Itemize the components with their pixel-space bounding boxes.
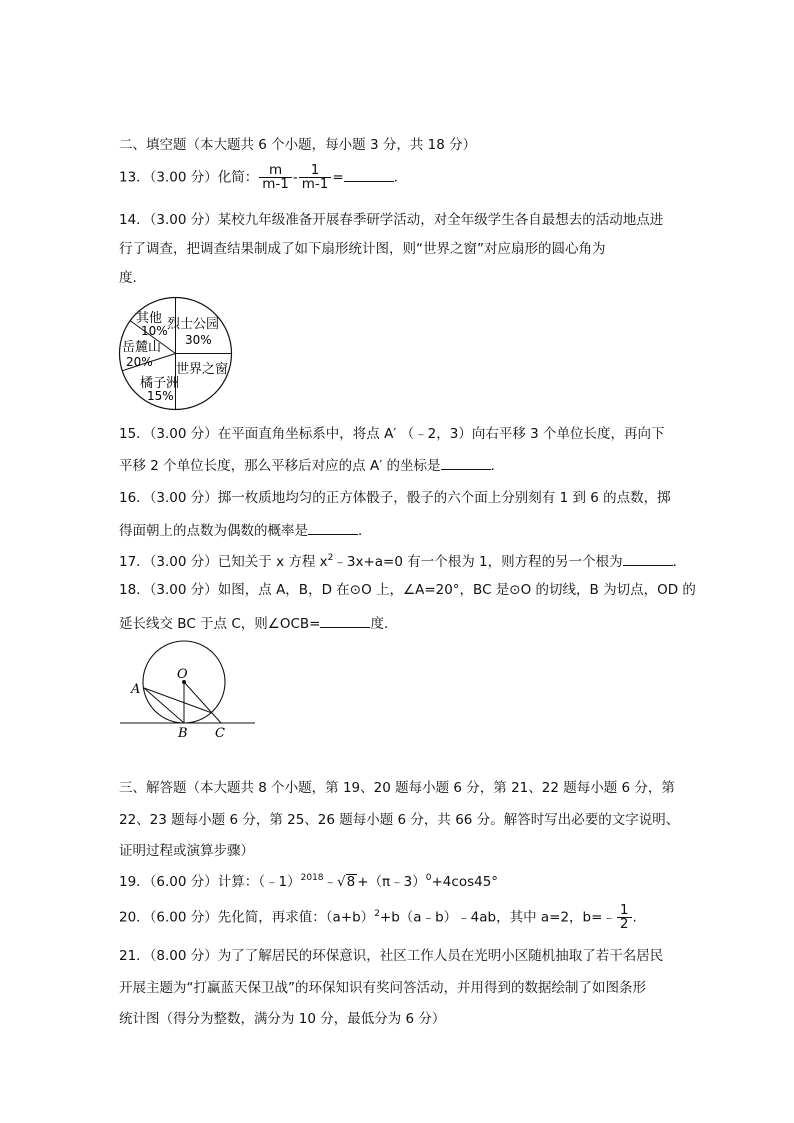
q13-frac2-numerator: 1 <box>299 164 332 178</box>
q17-exponent: 2 <box>327 553 334 563</box>
q15-line-1: 15．（3.00 分）在平面直角坐标系中，将点 A′ （﹣2，3）向右平移 3 个单位长度，再向下 <box>119 426 665 442</box>
question-20 <box>119 904 637 931</box>
q21-line-1: 21．（8.00 分）为了了解居民的环保意识，社区工作人员在光明小区随机抽取了若干名居民 <box>119 948 664 964</box>
q13-equals: = <box>332 169 344 186</box>
q13-frac2-denominator: m-1 <box>301 176 329 192</box>
q21-line-2: 开展主题为“打赢蓝天保卫战”的环保知识有奖问答活动，并用得到的数据绘制了如图条形 <box>119 980 646 996</box>
q20-prefix: 20．（6.00 分）先化简，再求值：（a+b） <box>119 909 375 926</box>
pie-pct-other: 10% <box>141 324 168 338</box>
q15-answer-blank <box>441 455 491 470</box>
pie-label-shijie: 世界之窗 <box>176 362 229 377</box>
q14-line-3: 度. <box>119 270 137 286</box>
section-2-header: 二、填空题（本大题共 6 个小题，每小题 3 分，共 18 分） <box>119 137 477 153</box>
q20-frac-denominator: 2 <box>619 916 629 932</box>
q13-frac1-numerator: m <box>259 164 292 178</box>
pie-pct-lieshi: 30% <box>185 333 212 347</box>
question-19 <box>119 873 498 893</box>
question-17 <box>119 551 686 573</box>
pie-label-lieshi: 烈士公园 <box>167 317 220 332</box>
q18-end: 度． <box>370 616 398 632</box>
q15-line-2 <box>119 455 504 475</box>
q18-line-1: 18．（3.00 分）如图，点 A，B，D 在⊙O 上，∠A=20°，BC 是⊙O 的切线，B 为切点，OD 的 <box>119 582 696 598</box>
q17-answer-blank <box>623 551 673 566</box>
q18-line-2 <box>119 613 397 633</box>
label-point-c: C <box>215 726 225 741</box>
q17-text: ﹣3x+a=0 有一个根为 1，则方程的另一个根为 <box>333 554 623 570</box>
pie-chart-figure <box>115 296 240 411</box>
q15-end: ． <box>490 458 505 474</box>
q16-answer-blank <box>308 520 358 535</box>
q19-pi-term: +（π﹣3） <box>357 874 426 890</box>
q19-end: +4cos45° <box>431 874 499 890</box>
question-13 <box>119 164 407 191</box>
q21-line-3: 统计图（得分为整数，满分为 10 分，最低分为 6 分） <box>119 1011 446 1027</box>
label-point-a: A <box>131 682 141 697</box>
q14-line-1: 14．（3.00 分）某校九年级准备开展春季研学活动，对全年级学生各自最想去的活动地点进 <box>119 212 664 228</box>
q16-line-2 <box>119 520 372 540</box>
q17-prefix: 17．（3.00 分）已知关于 x 方程 x <box>119 554 328 570</box>
pie-pct-juzi: 15% <box>147 389 174 403</box>
q17-end: ． <box>672 554 687 570</box>
q14-line-2: 行了调查，把调查结果制成了如下扇形统计图，则“世界之窗”对应扇形的圆心角为 <box>119 241 606 257</box>
q20-text: +b（a﹣b）﹣4ab，其中 a=2，b=﹣ <box>379 909 616 926</box>
q13-fraction-1 <box>259 164 292 191</box>
q20-end: . <box>632 909 637 926</box>
q13-fraction-2 <box>299 164 332 191</box>
label-point-o: O <box>177 667 188 682</box>
q19-prefix: 19．（6.00 分）计算：（﹣1） <box>119 874 301 890</box>
q16-end: ． <box>358 523 372 539</box>
q20-fraction <box>617 904 632 931</box>
q18-answer-blank <box>320 613 370 628</box>
q19-minus: ﹣ <box>323 874 338 890</box>
q18-line-2-text: 延长线交 BC 于点 C，则∠OCB= <box>119 616 321 632</box>
q13-minus: - <box>292 169 298 186</box>
label-point-b: B <box>178 726 188 741</box>
q15-line-2-text: 平移 2 个单位长度，那么平移后对应的点 A′ 的坐标是 <box>119 458 441 474</box>
q16-line-2-text: 得面朝上的点数为偶数的概率是 <box>119 523 308 539</box>
pie-label-other: 其他 <box>136 311 163 326</box>
pie-pct-yuelu: 20% <box>126 355 153 369</box>
section-3-line-2: 22、23 题每小题 6 分，第 25、26 题每小题 6 分，共 66 分。解答时写出必要的文字说明、 <box>119 812 680 828</box>
q19-radicand: 8 <box>346 874 356 890</box>
q13-frac1-denominator: m-1 <box>262 176 289 192</box>
pie-label-juzi: 橘子洲 <box>140 376 180 391</box>
q19-exponent-0: 0 <box>425 873 432 883</box>
q19-exponent-2018: 2018 <box>300 873 324 883</box>
section-3-line-3: 证明过程或演算步骤） <box>119 843 254 859</box>
section-3-line-1: 三、解答题（本大题共 8 个小题，第 19、20 题每小题 6 分，第 21、22 题每小题 6 分，第 <box>119 780 675 796</box>
q13-end: ． <box>393 169 408 186</box>
q16-line-1: 16．（3.00 分）掷一枚质地均匀的正方体骰子，骰子的六个面上分别刻有 1 到 6 的点数，掷 <box>119 490 671 506</box>
segment-ad <box>144 688 212 713</box>
q13-prefix: 13．（3.00 分）化简： <box>119 169 259 186</box>
pie-label-yuelu: 岳麓山 <box>122 340 162 355</box>
q19-sqrt-sign: √ <box>337 874 346 890</box>
segment-oc <box>184 682 221 723</box>
q20-exponent: 2 <box>374 908 380 919</box>
circle-tangent-figure <box>115 636 260 741</box>
q20-frac-numerator: 1 <box>617 904 632 918</box>
q13-answer-blank <box>344 167 394 182</box>
